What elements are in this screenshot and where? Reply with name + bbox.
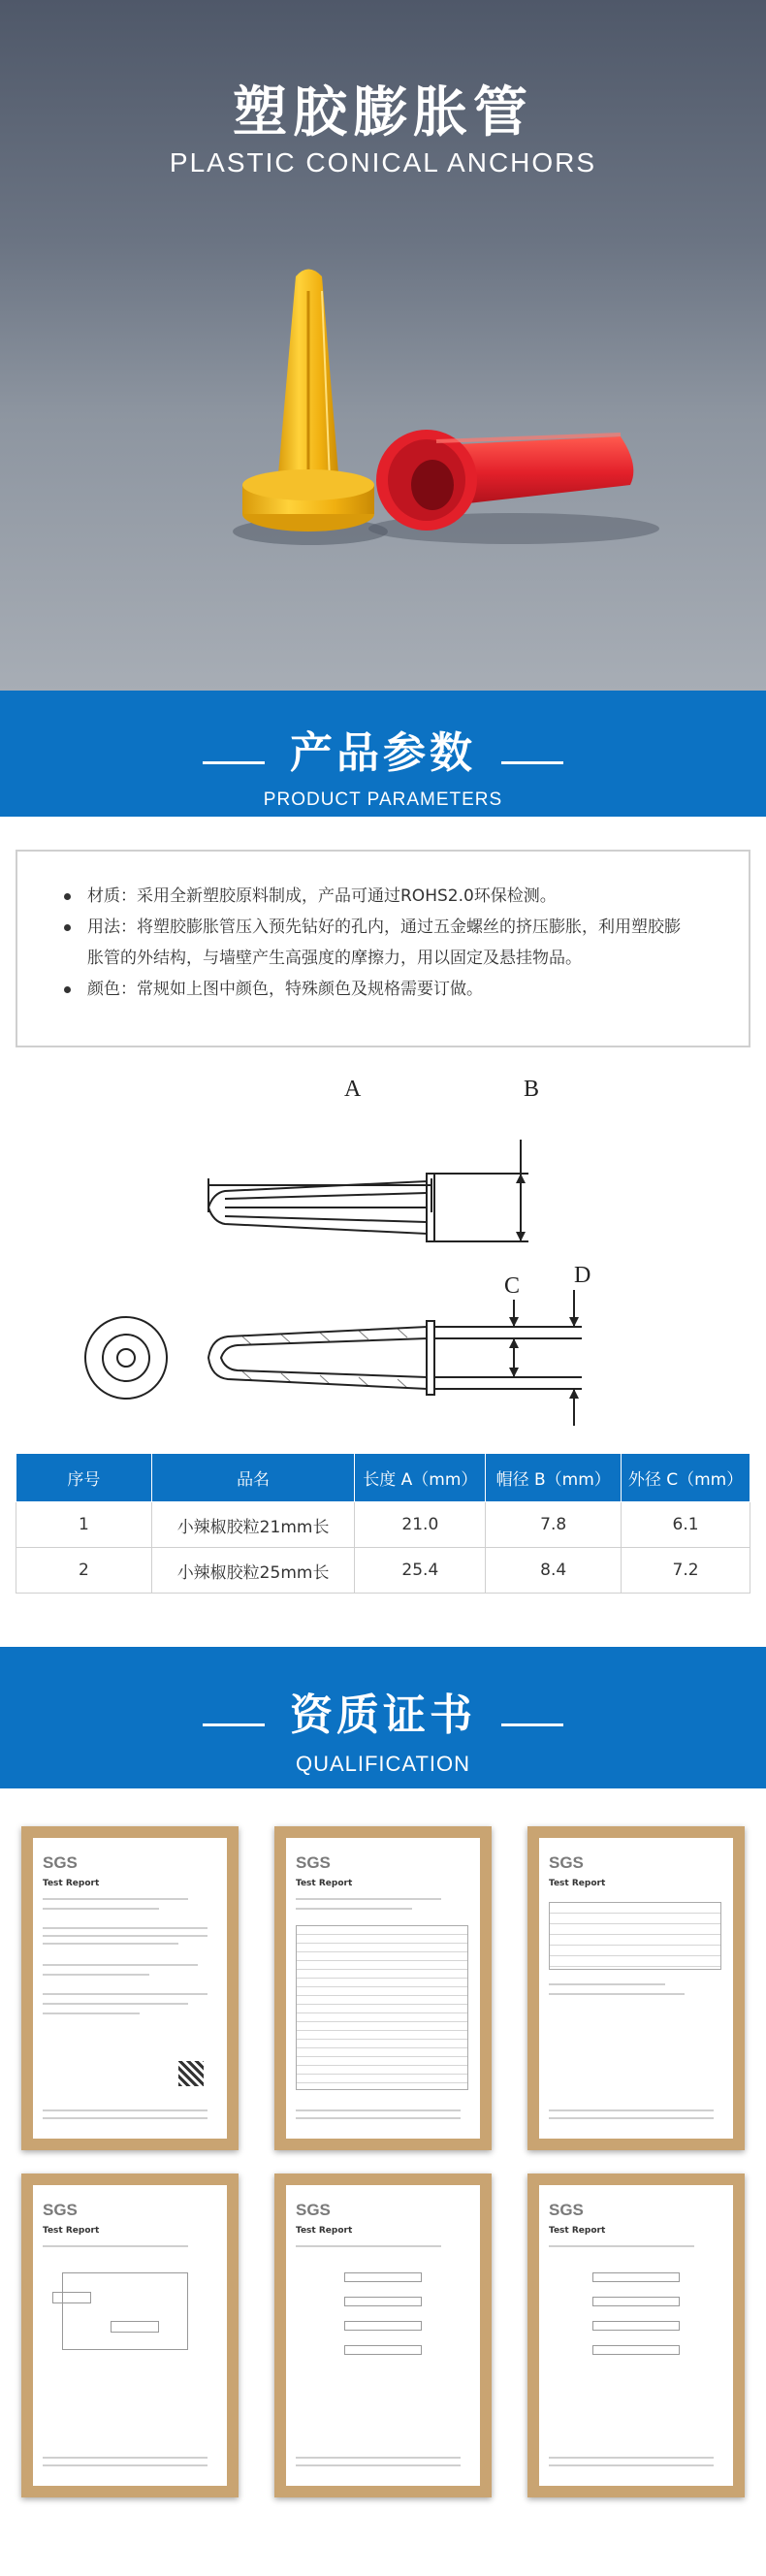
cell: 小辣椒胶粒21mm长 [151,1502,355,1548]
sgs-logo: SGS [43,1853,78,1872]
col-name: 品名 [151,1454,355,1502]
certificate-frame [527,2174,745,2497]
label-a: A [344,1077,362,1102]
col-length: 长度 A（mm） [355,1454,486,1502]
certificate-frame [274,2174,492,2497]
report-heading: Test Report [43,1879,100,1888]
cell: 25.4 [355,1548,486,1594]
qualification-title: 资质证书 [290,1690,476,1740]
sgs-logo: SGS [549,2201,584,2219]
qualification-header [0,1647,766,1788]
hero-subtitle: PLASTIC CONICAL ANCHORS [169,147,597,177]
hero-title: 塑胶膨胀管 [233,81,533,145]
params-header [0,691,766,817]
params-subtitle: PRODUCT PARAMETERS [263,789,503,810]
table-row [16,1502,750,1548]
dimension-diagram [0,1067,766,1435]
cell: 2 [16,1548,152,1594]
spec-header-row [16,1454,750,1502]
desc-color: 颜色：常规如上图中颜色，特殊颜色及规格需要订做。 [60,974,710,1005]
cell: 7.2 [622,1548,750,1594]
col-cap-diameter: 帽径 B（mm） [486,1454,622,1502]
cell: 7.8 [486,1502,622,1548]
report-heading: Test Report [296,1879,353,1888]
certificate-frame [274,1826,492,2150]
col-outer-diameter: 外径 C（mm） [622,1454,750,1502]
desc-material: 材质：采用全新塑胶原料制成，产品可通过ROHS2.0环保检测。 [60,881,710,912]
report-heading: Test Report [549,1879,606,1888]
cell: 1 [16,1502,152,1548]
certificate-frame [527,1826,745,2150]
col-index: 序号 [16,1454,152,1502]
cell: 8.4 [486,1548,622,1594]
sgs-logo: SGS [549,1853,584,1872]
yellow-anchor [242,270,374,532]
spec-table [16,1453,750,1594]
params-title: 产品参数 [290,728,476,778]
description-box [16,850,750,1047]
label-b: B [524,1077,540,1102]
sgs-logo: SGS [296,2201,331,2219]
hero-banner [0,0,766,691]
cell: 6.1 [622,1502,750,1548]
product-photo [0,0,766,691]
cell: 21.0 [355,1502,486,1548]
label-c: C [504,1273,521,1299]
report-heading: Test Report [43,2226,100,2236]
report-heading: Test Report [296,2226,353,2236]
sgs-logo: SGS [43,2201,78,2219]
certificate-frame [21,2174,239,2497]
desc-usage: 用法：将塑胶膨胀管压入预先钻好的孔内，通过五金螺丝的挤压膨胀，利用塑胶膨 [60,912,710,943]
qualification-subtitle: QUALIFICATION [295,1752,471,1776]
certificate-frame [21,1826,239,2150]
cell: 小辣椒胶粒25mm长 [151,1548,355,1594]
sgs-logo: SGS [296,1853,331,1872]
desc-usage-cont: 胀管的外结构，与墙壁产生高强度的摩擦力，用以固定及悬挂物品。 [87,949,582,968]
table-row [16,1548,750,1594]
label-d: D [574,1263,591,1288]
report-heading: Test Report [549,2226,606,2236]
